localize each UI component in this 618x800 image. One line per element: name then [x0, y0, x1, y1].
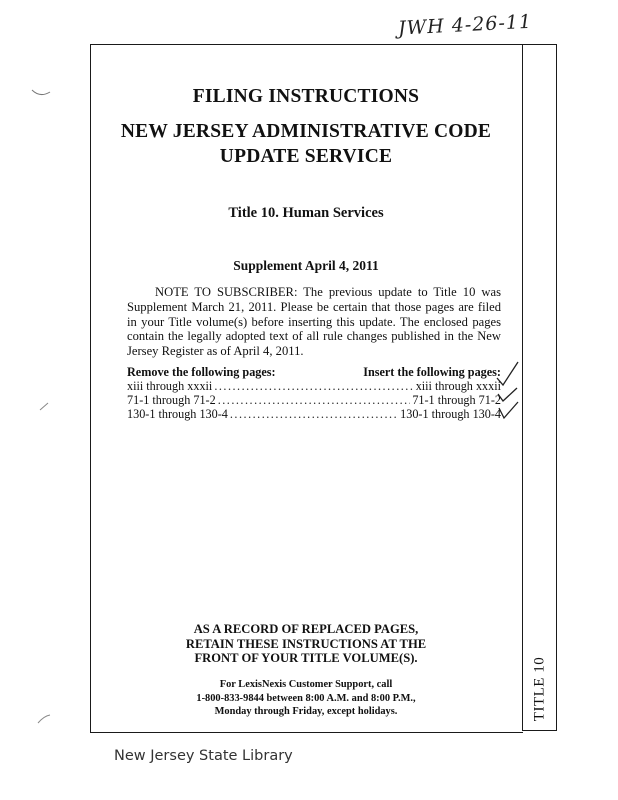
margin-mark-icon [38, 400, 52, 414]
dot-leader [230, 407, 398, 421]
record-instructions [90, 622, 522, 666]
insert-pages: xiii through xxxii [415, 379, 501, 393]
supplement-date: Supplement April 4, 2011 [233, 258, 379, 273]
remove-pages: xiii through xxxii [127, 379, 213, 393]
insert-pages: 71-1 through 71-2 [412, 393, 501, 407]
margin-mark-icon [30, 86, 54, 100]
library-stamp: New Jersey State Library [114, 748, 293, 764]
remove-pages: 130-1 through 130-4 [127, 407, 228, 421]
remove-pages: 71-1 through 71-2 [127, 393, 216, 407]
code-heading-line2: UPDATE SERVICE [219, 146, 393, 167]
table-row [127, 393, 501, 407]
record-line: RETAIN THESE INSTRUCTIONS AT THE [185, 636, 427, 651]
customer-support [90, 678, 522, 719]
table-header [127, 365, 501, 379]
support-line: For LexisNexis Customer Support, call [219, 679, 393, 690]
table-row [127, 379, 501, 393]
page-replacement-table [127, 365, 501, 421]
code-heading-line1: NEW JERSEY ADMINISTRATIVE CODE [120, 121, 492, 142]
handwritten-checkmarks-icon [494, 358, 524, 428]
note-to-subscriber [127, 285, 501, 359]
record-line: FRONT OF YOUR TITLE VOLUME(S). [194, 651, 418, 666]
title-subject: Title 10. Human Services [228, 205, 384, 221]
support-line: Monday through Friday, except holidays. [214, 706, 398, 717]
dot-leader [214, 379, 413, 393]
insert-header: Insert the following pages: [363, 365, 501, 379]
table-row [127, 407, 501, 421]
insert-pages: 130-1 through 130-4 [400, 407, 501, 421]
handwritten-initials-date: JWH 4-26-11 [397, 10, 533, 40]
remove-header: Remove the following pages: [127, 365, 276, 379]
title-tab [522, 44, 557, 731]
margin-mark-icon [36, 712, 52, 726]
note-paragraph: NOTE TO SUBSCRIBER: The previous update to Title 10 was Supplement March 21, 2011. Please be certain that those pages are filed in your Title volume(s) before inserting this update. The enclosed pages contain the legally adopted text of all rule changes published in the New Jersey Register as of April 4, 2011. [127, 285, 501, 359]
title-tab-label: TITLE 10 [531, 656, 547, 722]
filing-instructions-heading: FILING INSTRUCTIONS [192, 86, 420, 107]
dot-leader [218, 393, 411, 407]
record-line: AS A RECORD OF REPLACED PAGES, [193, 622, 419, 636]
support-line: 1-800-833-9844 between 8:00 A.M. and 8:00 P.M., [196, 692, 416, 704]
